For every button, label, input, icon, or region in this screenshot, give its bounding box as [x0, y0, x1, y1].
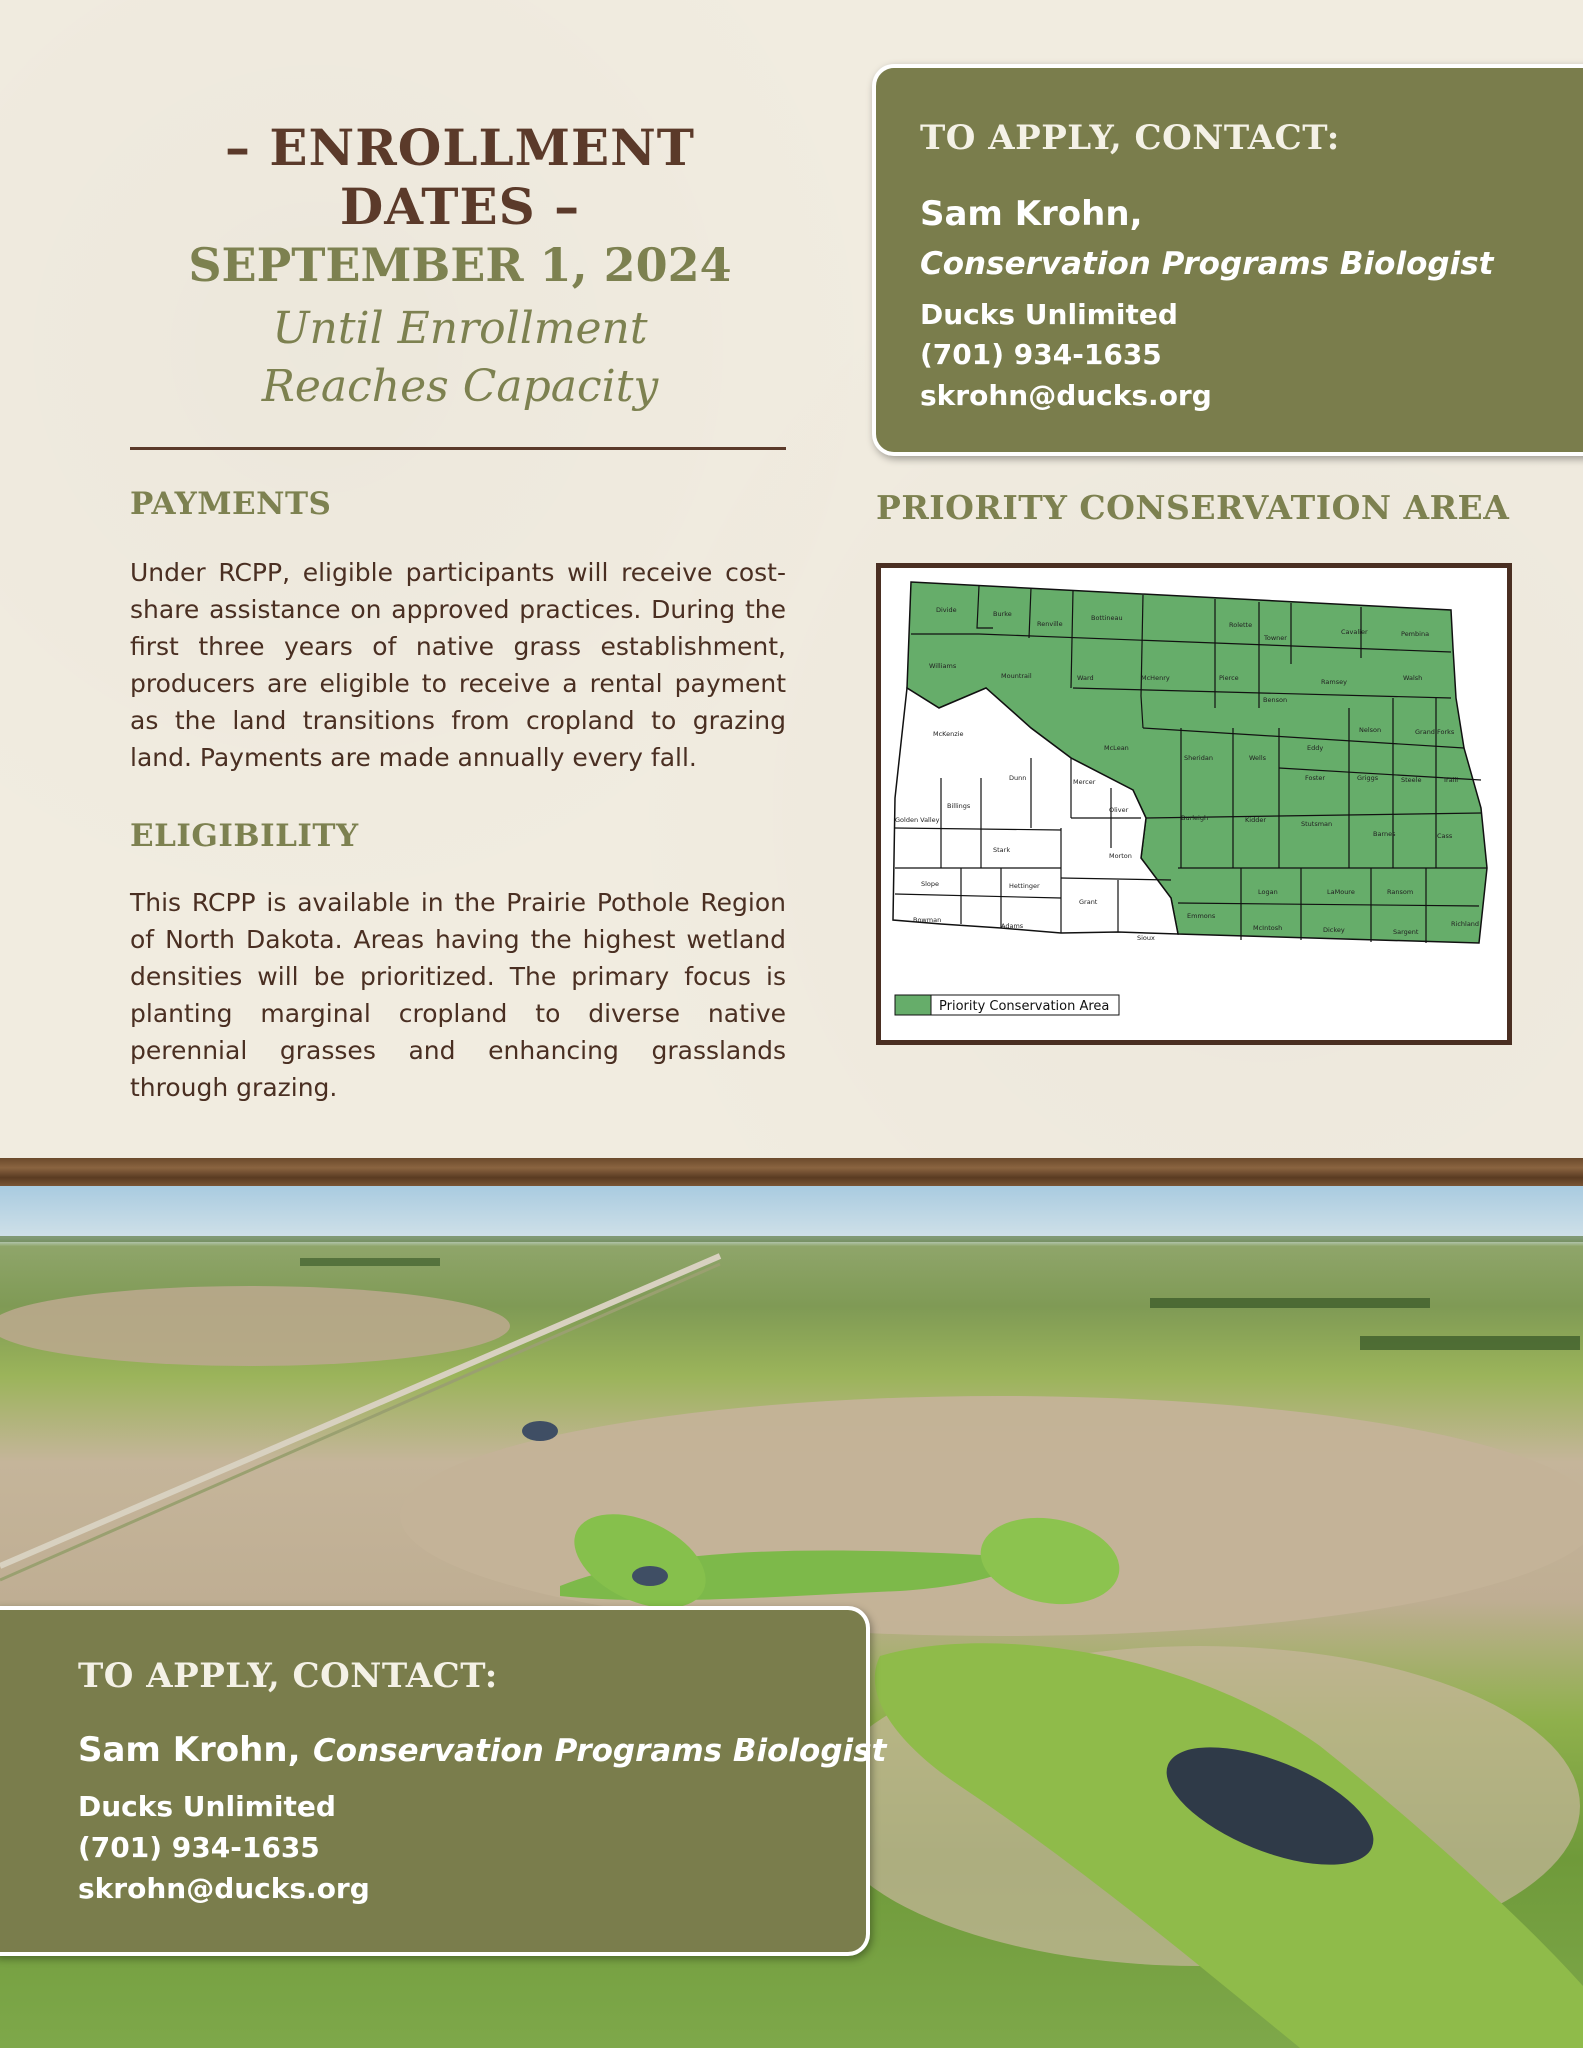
county-slope: Slope [921, 880, 940, 888]
county-richland: Richland [1451, 920, 1480, 928]
legend-label: Priority Conservation Area [939, 999, 1110, 1014]
payments-heading: PAYMENTS [130, 486, 332, 522]
county-sargent: Sargent [1393, 928, 1419, 936]
county-morton: Morton [1109, 852, 1132, 860]
county-sheridan: Sheridan [1184, 754, 1213, 762]
county-williams: Williams [929, 662, 957, 670]
county-pembina: Pembina [1401, 630, 1430, 638]
county-dickey: Dickey [1323, 926, 1345, 934]
contact-box-bottom [0, 1606, 887, 1956]
county-ramsey: Ramsey [1321, 678, 1347, 686]
contact-phone-bottom[interactable]: (701) 934-1635 [78, 1831, 320, 1864]
county-ransom: Ransom [1387, 888, 1414, 896]
contact-email-bottom[interactable]: skrohn@ducks.org [78, 1872, 370, 1905]
enrollment-subtitle-line2: Reaches Capacity [261, 361, 659, 412]
map-title: PRIORITY CONSERVATION AREA [876, 488, 1510, 527]
contact-role-bottom: Conservation Programs Biologist [312, 1733, 887, 1769]
enrollment-title: – ENROLLMENT DATES – [224, 118, 695, 236]
county-oliver: Oliver [1109, 806, 1129, 814]
wood-divider [0, 1158, 1583, 1186]
county-eddy: Eddy [1307, 744, 1324, 752]
county-nelson: Nelson [1359, 726, 1382, 734]
eligibility-body: This RCPP is available in the Prairie Pothole Region of North Dakota. Areas having the highest wetland densities will be prioritized. The primary focus is planting marginal cropland to diverse native perennial grasses and enhancing grasslands through grazing. [130, 888, 786, 1102]
county-cavalier: Cavalier [1341, 628, 1368, 636]
contact-org: Ducks Unlimited [920, 298, 1178, 331]
county-golden-valley: Golden Valley [895, 816, 940, 824]
county-foster: Foster [1305, 774, 1326, 782]
legend-swatch [895, 995, 931, 1015]
contact-name: Sam Krohn, [920, 194, 1143, 234]
county-renville: Renville [1037, 620, 1063, 628]
county-ward: Ward [1077, 674, 1094, 682]
county-kidder: Kidder [1245, 816, 1266, 824]
county-bowman: Bowman [913, 916, 942, 924]
county-wells: Wells [1249, 754, 1267, 762]
contact-name-bottom: Sam Krohn, [78, 1730, 301, 1770]
county-cass: Cass [1437, 832, 1453, 840]
county-divide: Divide [936, 606, 957, 614]
payments-body: Under RCPP, eligible participants will receive cost-share assistance on approved practices. During the first three years of native grass establishment, producers are eligible to receive a rental payment as the land transitions from cropland to grazing land. Payments are made annually every fall. [130, 558, 786, 772]
county-griggs: Griggs [1357, 774, 1379, 782]
county-mountrail: Mountrail [1001, 672, 1032, 680]
county-mckenzie: McKenzie [933, 730, 964, 738]
county-mercer: Mercer [1073, 778, 1096, 786]
county-barnes: Barnes [1373, 830, 1396, 838]
county-logan: Logan [1258, 888, 1278, 896]
county-grand-forks: Grand Forks [1415, 728, 1455, 736]
contact-name-line [78, 1730, 886, 1770]
enrollment-date: SEPTEMBER 1, 2024 [188, 238, 732, 292]
county-mclean: McLean [1104, 744, 1129, 752]
county-walsh: Walsh [1403, 674, 1423, 682]
county-sioux: Sioux [1137, 934, 1155, 942]
contact-phone[interactable]: (701) 934-1635 [920, 338, 1162, 371]
county-benson: Benson [1263, 696, 1288, 704]
enrollment-subtitle-line1: Until Enrollment [272, 303, 648, 354]
county-billings: Billings [947, 802, 971, 810]
contact-role: Conservation Programs Biologist [920, 246, 1494, 282]
county-traill: Traill [1443, 776, 1459, 784]
county-stark: Stark [993, 846, 1011, 854]
county-steele: Steele [1401, 776, 1422, 784]
contact-org-bottom: Ducks Unlimited [78, 1790, 336, 1823]
county-mcintosh: McIntosh [1253, 924, 1283, 932]
eligibility-heading: ELIGIBILITY [130, 818, 359, 854]
enrollment-subtitle [130, 300, 790, 416]
county-bottineau: Bottineau [1091, 614, 1123, 622]
county-burke: Burke [993, 610, 1012, 618]
contact-email[interactable]: skrohn@ducks.org [920, 379, 1212, 412]
county-adams: Adams [1001, 922, 1024, 930]
county-rolette: Rolette [1229, 621, 1253, 629]
contact-box-top [872, 64, 1583, 456]
county-dunn: Dunn [1009, 774, 1027, 782]
county-pierce: Pierce [1219, 674, 1239, 682]
county-mchenry: McHenry [1141, 674, 1170, 682]
county-lamoure: LaMoure [1327, 888, 1355, 896]
contact-heading-bottom: TO APPLY, CONTACT: [78, 1656, 498, 1696]
county-emmons: Emmons [1187, 912, 1216, 920]
north-dakota-map [881, 568, 1507, 1040]
county-towner: Towner [1264, 634, 1287, 642]
map-legend [895, 995, 1119, 1015]
county-hettinger: Hettinger [1009, 882, 1040, 890]
county-grant: Grant [1079, 898, 1098, 906]
contact-heading: TO APPLY, CONTACT: [920, 118, 1340, 158]
priority-map [876, 563, 1512, 1045]
county-stutsman: Stutsman [1301, 820, 1333, 828]
county-burleigh: Burleigh [1181, 814, 1209, 822]
section-divider [130, 447, 786, 450]
